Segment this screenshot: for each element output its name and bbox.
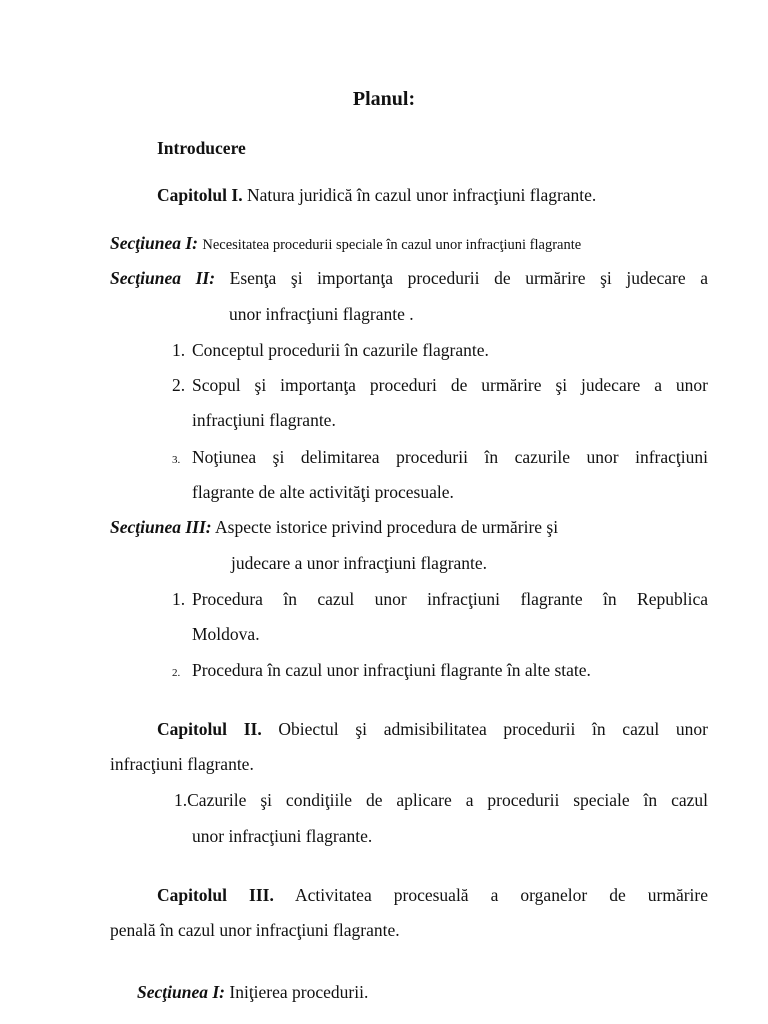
list-item-continuation: Moldova. — [192, 624, 260, 644]
section-2-label: Secţiunea II: — [110, 268, 216, 288]
section-1-label: Secţiunea I: — [110, 233, 198, 253]
chapter-2-text-line2: infracţiuni flagrante. — [110, 754, 254, 774]
chapter-3-text-line2: penală în cazul unor infracţiuni flagrante. — [110, 920, 400, 940]
section-2 — [110, 267, 708, 289]
list-item-continuation: flagrante de alte activităţi procesuale. — [192, 482, 454, 502]
list-item-continuation: infracţiuni flagrante. — [192, 410, 336, 430]
list-item-text: Procedura în cazul unor infracţiuni flagrante în Republica — [192, 589, 708, 609]
chapter-3-text-line1: Activitatea procesuală a organelor de urmărire — [294, 885, 708, 905]
list-item-number: 2. — [172, 375, 186, 395]
list-item — [172, 659, 591, 684]
list-item-continuation: unor infracţiuni flagrante. — [192, 826, 373, 846]
list-item-number: 1. — [172, 340, 186, 360]
section-3-text-line2: judecare a unor infracţiuni flagrante. — [231, 553, 488, 573]
chapter-3 — [157, 884, 708, 906]
section-3-text-line1: Aspecte istorice privind procedura de urmărire şi — [215, 517, 559, 537]
page-title: Planul: — [352, 88, 416, 110]
chapter-3-section-1-label: Secţiunea I: — [137, 982, 225, 1002]
list-item-text: Cazurile şi condiţiile de aplicare a procedurii speciale în cazul — [187, 790, 708, 810]
chapter-1-label: Capitolul I. — [157, 185, 243, 205]
section-1-text: Necesitatea procedurii speciale în cazul unor infracţiuni flagrante — [202, 237, 582, 253]
intro-heading: Introducere — [157, 138, 246, 158]
list-item — [174, 789, 708, 811]
section-2-text-line2: unor infracţiuni flagrante . — [229, 304, 414, 324]
chapter-2-text-line1: Obiectul şi admisibilitatea procedurii în cazul unor — [278, 719, 708, 739]
list-item — [172, 339, 489, 361]
list-item-text: Noţiunea şi delimitarea procedurii în cazurile unor infracţiuni — [192, 447, 708, 467]
list-item-number: 2. — [172, 667, 181, 679]
list-item-text: Conceptul procedurii în cazurile flagrante. — [192, 340, 489, 360]
list-item-text: Scopul şi importanţa proceduri de urmărire şi judecare a unor — [192, 375, 708, 395]
chapter-3-label: Capitolul III. — [157, 885, 274, 905]
list-item-number: 3. — [172, 454, 181, 466]
chapter-2 — [157, 718, 708, 740]
section-2-text-line1: Esenţa şi importanţa procedurii de urmărire şi judecare a — [229, 268, 708, 288]
list-item-number: 1. — [172, 589, 186, 609]
chapter-1-text: Natura juridică în cazul unor infracţiuni flagrante. — [246, 185, 597, 205]
section-1 — [110, 232, 581, 256]
chapter-1 — [157, 184, 596, 206]
chapter-2-label: Capitolul II. — [157, 719, 262, 739]
list-item — [172, 374, 708, 396]
list-item — [172, 446, 708, 471]
chapter-3-section-1-text: Iniţierea procedurii. — [229, 982, 369, 1002]
section-3-label: Secţiunea III: — [110, 517, 212, 537]
list-item-number: 1. — [174, 790, 188, 810]
section-3 — [110, 516, 558, 538]
list-item — [172, 588, 708, 610]
chapter-3-section-1 — [137, 981, 368, 1003]
list-item-text: Procedura în cazul unor infracţiuni flagrante în alte state. — [192, 660, 591, 680]
